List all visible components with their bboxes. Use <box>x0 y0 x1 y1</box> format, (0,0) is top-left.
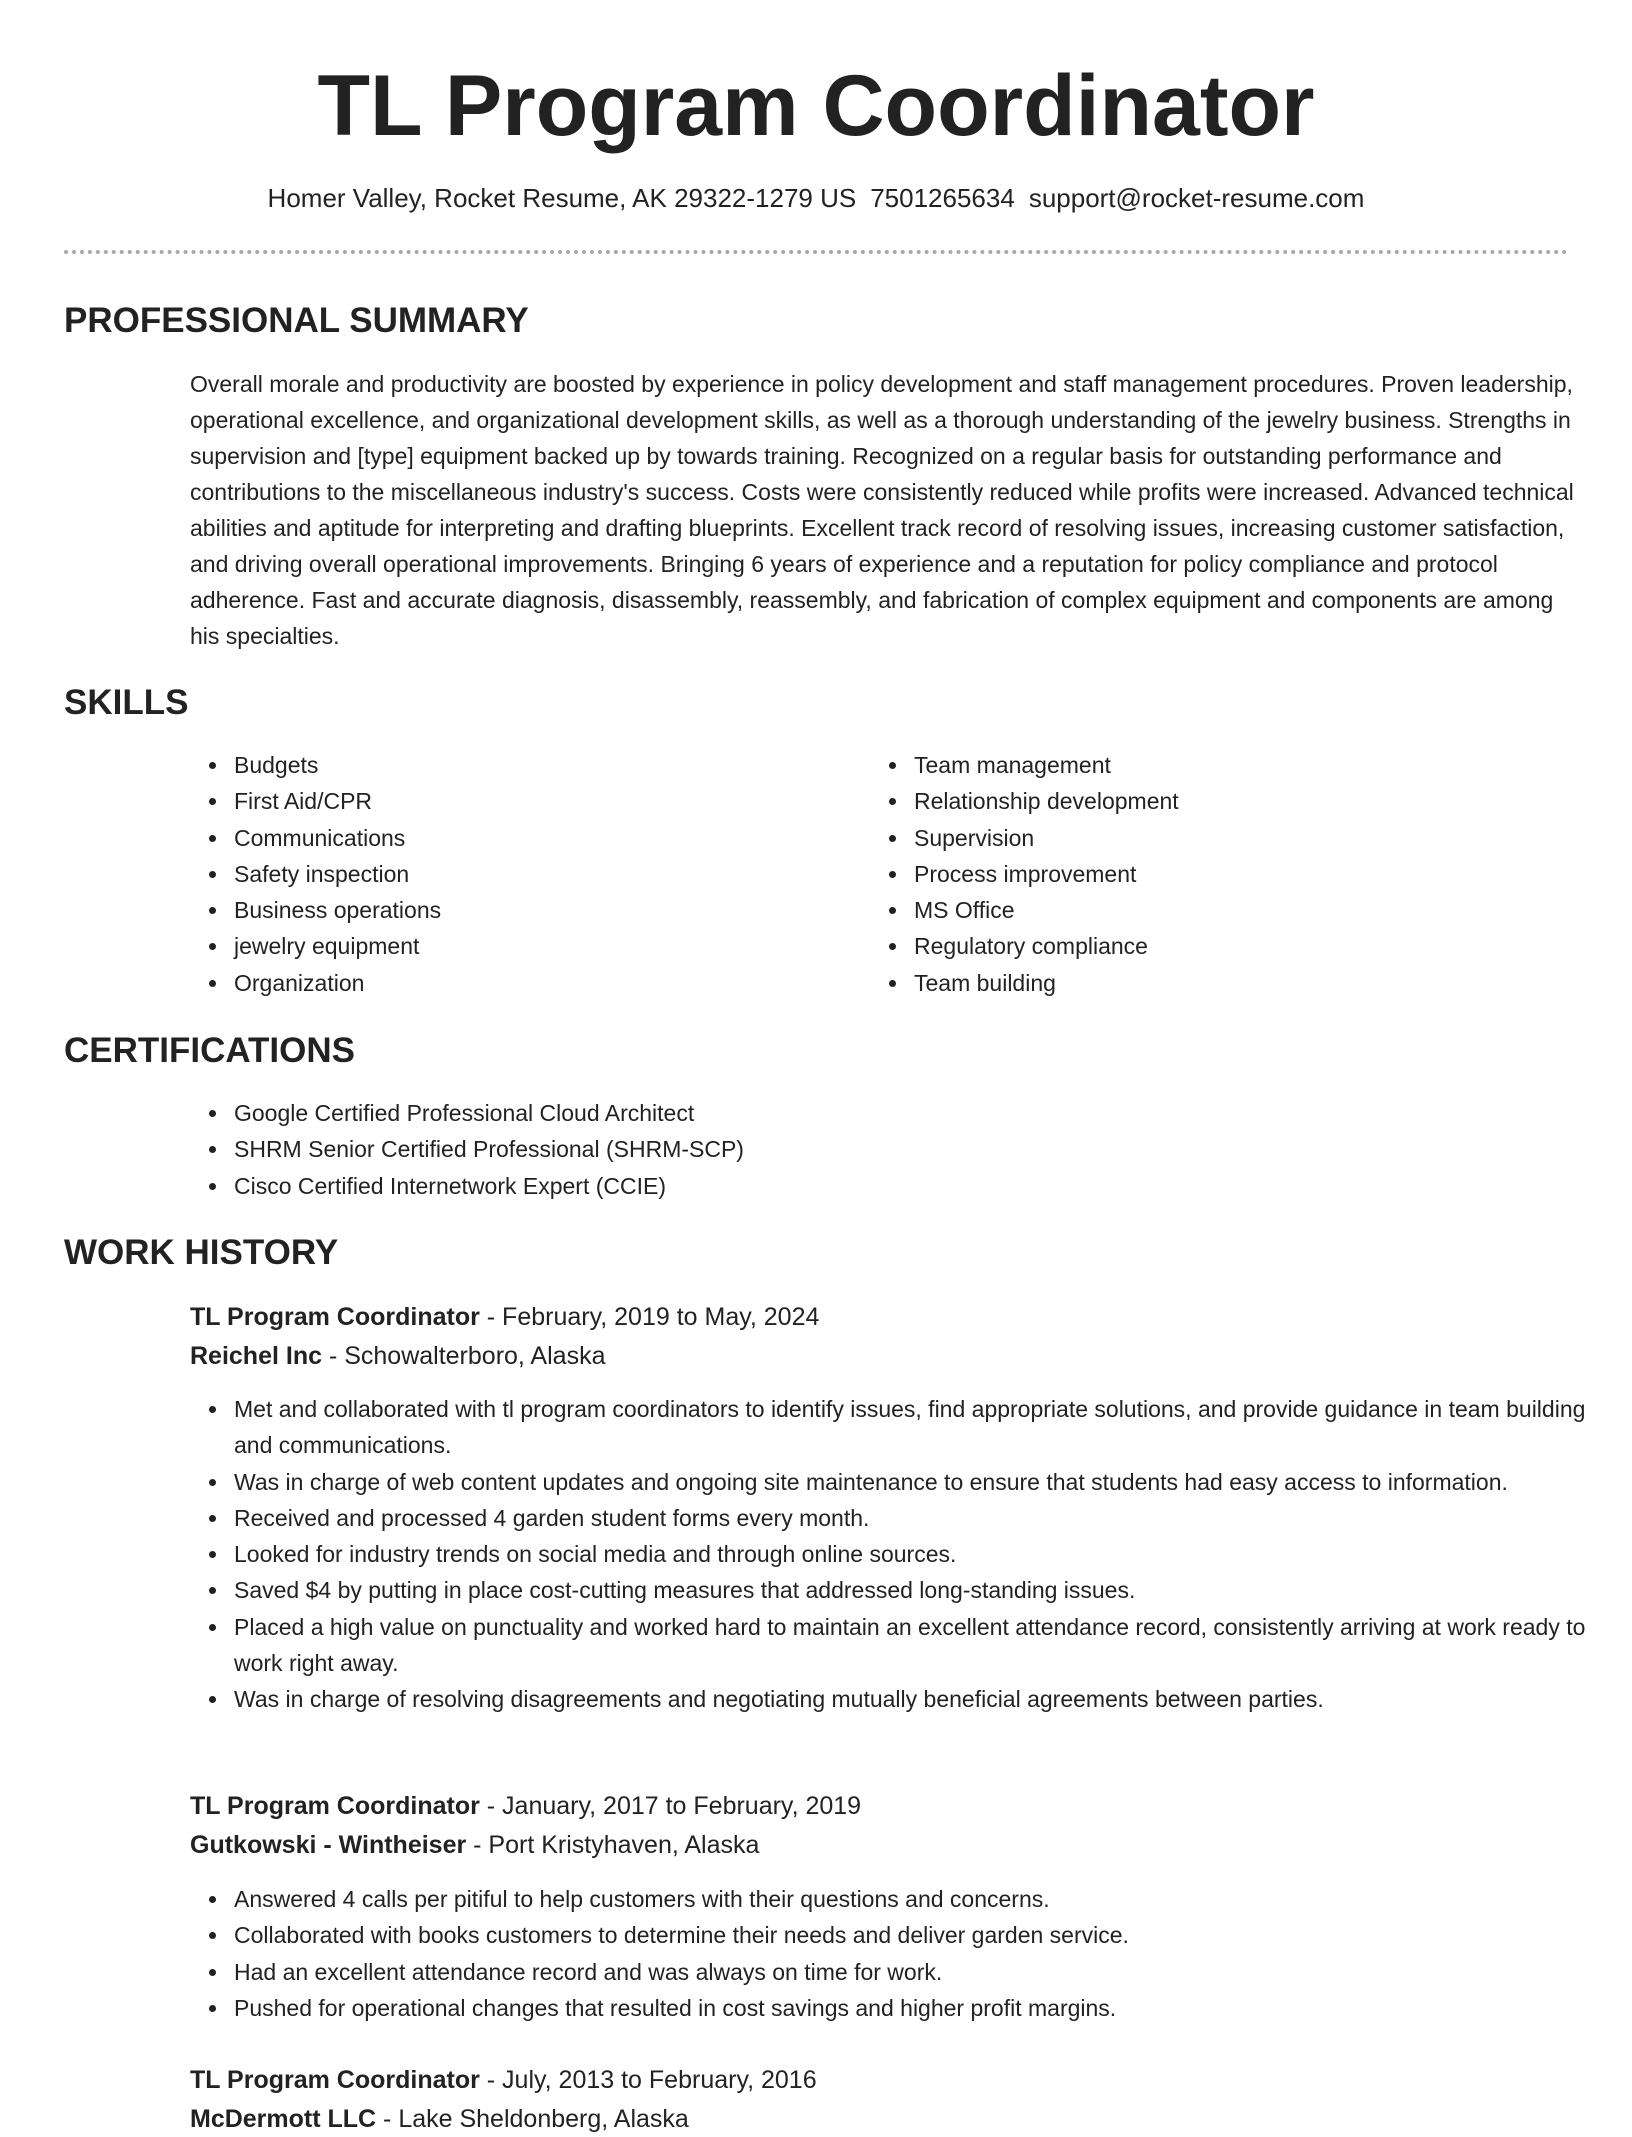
job-title: TL Program Coordinator <box>190 2066 480 2094</box>
job-bullet: Was in charge of web content updates and ongoing site maintenance to ensure that students had easy access to information. <box>234 1464 1604 1500</box>
skill-item: Budgets <box>234 747 854 783</box>
job-bullet: Met and collaborated with tl program coordinators to identify issues, find appropriate solutions, and provide guidance in team building and communications. <box>234 1391 1604 1464</box>
job-company: Gutkowski - Wintheiser <box>190 1831 467 1859</box>
job-bullet: Looked for industry trends on social media and through online sources. <box>234 1536 1604 1572</box>
job-dates: - July, 2013 to February, 2016 <box>479 2066 817 2094</box>
job-title: TL Program Coordinator <box>190 1303 480 1331</box>
job-bullet: Received and processed 4 garden student forms every month. <box>234 1500 1604 1536</box>
job-company: McDermott LLC <box>190 2105 377 2133</box>
certification-item: Google Certified Professional Cloud Architect <box>234 1095 1534 1131</box>
skill-item: Safety inspection <box>234 856 854 892</box>
skill-item: MS Office <box>914 892 1554 928</box>
job-company-line <box>190 2101 689 2137</box>
skill-item: Supervision <box>914 820 1554 856</box>
job-bullet: Was in charge of resolving disagreements and negotiating mutually beneficial agreements between parties. <box>234 1681 1604 1717</box>
skills-list-right <box>870 747 1554 1001</box>
skill-item: Team management <box>914 747 1554 783</box>
skill-item: Team building <box>914 965 1554 1001</box>
job-location: - Lake Sheldonberg, Alaska <box>376 2105 689 2133</box>
skill-item: Organization <box>234 965 854 1001</box>
contact-info <box>0 180 1632 216</box>
skills-section-title: SKILLS <box>64 683 189 722</box>
certifications-list <box>190 1095 1534 1204</box>
contact-email[interactable]: support@rocket-resume.com <box>1028 183 1365 213</box>
skill-item: jewelry equipment <box>234 928 854 964</box>
contact-address: Homer Valley, Rocket Resume, AK 29322-1279 US <box>267 183 857 213</box>
job-bullet: Collaborated with books customers to determine their needs and deliver garden service. <box>234 1917 1604 1953</box>
work-history-section-title: WORK HISTORY <box>64 1233 339 1272</box>
certification-item: Cisco Certified Internetwork Expert (CCIE) <box>234 1168 1534 1204</box>
job-title-line <box>190 1299 819 1335</box>
job-company: Reichel Inc <box>190 1342 322 1370</box>
job-title: TL Program Coordinator <box>190 1792 480 1820</box>
job-location: - Port Kristyhaven, Alaska <box>466 1831 760 1859</box>
job-bullet: Pushed for operational changes that resulted in cost savings and higher profit margins. <box>234 1990 1604 2026</box>
skills-list-left <box>190 747 854 1001</box>
certification-item: SHRM Senior Certified Professional (SHRM-SCP) <box>234 1131 1534 1167</box>
job-bullets <box>190 1881 1604 2026</box>
summary-section-title: PROFESSIONAL SUMMARY <box>64 301 529 340</box>
skill-item: First Aid/CPR <box>234 783 854 819</box>
skill-item: Communications <box>234 820 854 856</box>
header-divider <box>64 250 1568 254</box>
certifications-section-title: CERTIFICATIONS <box>64 1031 356 1070</box>
job-company-line <box>190 1338 605 1374</box>
skill-item: Relationship development <box>914 783 1554 819</box>
skill-item: Regulatory compliance <box>914 928 1554 964</box>
job-dates: - January, 2017 to February, 2019 <box>479 1792 862 1820</box>
job-title-line <box>190 2062 817 2098</box>
job-title-line <box>190 1788 861 1824</box>
job-bullet: Answered 4 calls per pitiful to help customers with their questions and concerns. <box>234 1881 1604 1917</box>
summary-text: Overall morale and productivity are boosted by experience in policy development and staff management procedures. Proven leadership, operational excellence, and organizational development skills, as well as a thorough understanding of the jewelry business. Strengths in supervision and [type] equipment backed up by towards training. Recognized on a regular basis for outstanding performance and contributions to the miscellaneous industry's success. Costs were consistently reduced while profits were increased. Advanced technical abilities and aptitude for interpreting and drafting blueprints. Excellent track record of resolving issues, increasing customer satisfaction, and driving overall operational improvements. Bringing 6 years of experience and a reputation for policy compliance and protocol adherence. Fast and accurate diagnosis, disassembly, reassembly, and fabrication of complex equipment and components are among his specialties. <box>190 371 1574 649</box>
resume-name-heading: TL Program Coordinator <box>317 58 1315 154</box>
job-company-line <box>190 1827 759 1863</box>
skill-item: Process improvement <box>914 856 1554 892</box>
job-bullet: Had an excellent attendance record and was always on time for work. <box>234 1954 1604 1990</box>
job-dates: - February, 2019 to May, 2024 <box>479 1303 820 1331</box>
contact-phone: 7501265634 <box>870 183 1015 213</box>
skill-item: Business operations <box>234 892 854 928</box>
job-bullets <box>190 1391 1604 1718</box>
job-location: - Schowalterboro, Alaska <box>322 1342 606 1370</box>
job-bullet: Placed a high value on punctuality and worked hard to maintain an excellent attendance record, consistently arriving at work ready to work right away. <box>234 1609 1604 1682</box>
job-bullet: Saved $4 by putting in place cost-cutting measures that addressed long-standing issues. <box>234 1572 1604 1608</box>
